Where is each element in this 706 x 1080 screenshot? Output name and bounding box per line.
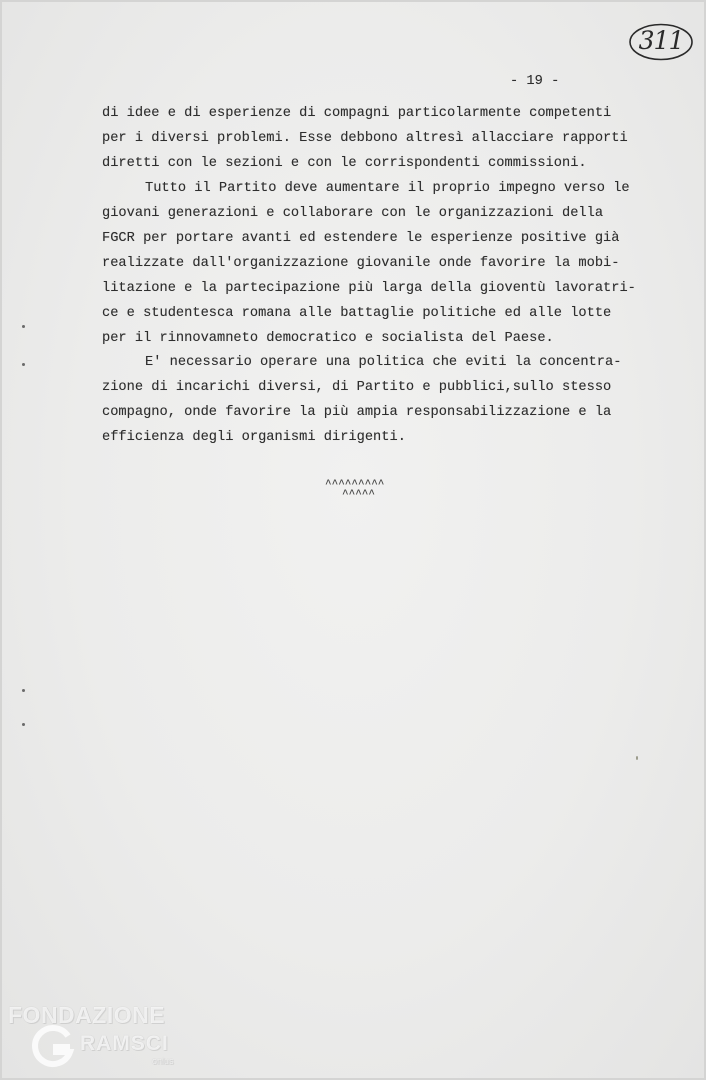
text-line: compagno, onde favorire la più ampia responsabilizzazione e la [102, 405, 612, 420]
watermark-logo-icon [30, 1024, 76, 1070]
scan-speck [22, 363, 25, 366]
separator-line: ^^^^^^^^^ [325, 479, 385, 491]
page-number: - 19 - [510, 74, 560, 89]
text-line: per il rinnovamneto democratico e socialista del Paese. [102, 331, 554, 346]
watermark-text: RAMSCI [80, 1032, 169, 1055]
text-line: litazione e la partecipazione più larga della gioventù lavoratri- [102, 281, 636, 296]
text-line: E' necessario operare una politica che eviti la concentra- [145, 355, 622, 370]
archive-number-stamp [628, 22, 694, 62]
text-line: ce e studentesca romana alle battaglie politiche ed alle lotte [102, 306, 612, 321]
text-line: di idee e di esperienze di compagni particolarmente competenti [102, 106, 612, 121]
text-line: diretti con le sezioni e con le corrispondenti commissioni. [102, 156, 587, 171]
text-line: FGCR per portare avanti ed estendere le esperienze positive già [102, 231, 620, 246]
scan-speck [22, 723, 25, 726]
separator-line: ^^^^^ [342, 489, 376, 501]
text-line: zione di incarichi diversi, di Partito e pubblici,sullo stesso [102, 380, 612, 395]
stamp-number: 311 [638, 26, 684, 55]
scan-speck [22, 325, 25, 328]
text-line: giovani generazioni e collaborare con le organizzazioni della [102, 206, 604, 221]
watermark-text: onlus [152, 1056, 174, 1066]
text-line: efficienza degli organismi dirigenti. [102, 430, 406, 445]
text-line: per i diversi problemi. Esse debbono altresì allacciare rapporti [102, 131, 628, 146]
scan-speck [636, 756, 638, 760]
scan-speck [22, 689, 25, 692]
text-line: realizzate dall'organizzazione giovanile onde favorire la mobi- [102, 256, 620, 271]
text-line: Tutto il Partito deve aumentare il proprio impegno verso le [145, 181, 630, 196]
watermark-text: FONDAZIONE [8, 1002, 166, 1028]
